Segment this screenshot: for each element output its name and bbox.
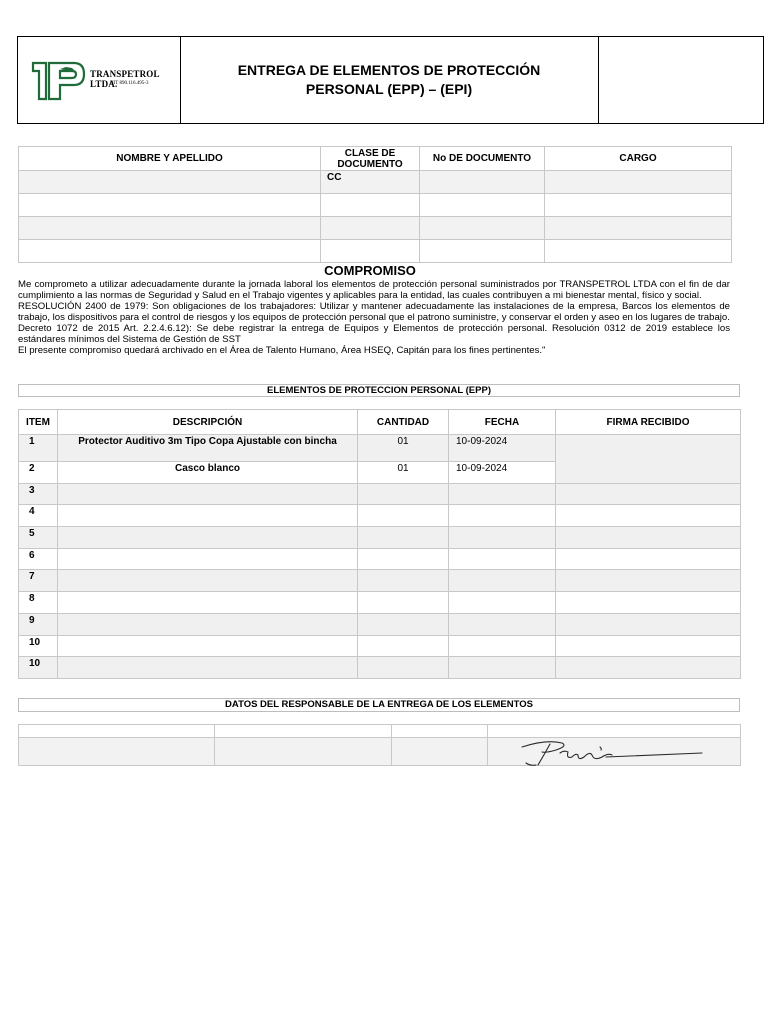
- signature-received-cell[interactable]: [556, 483, 741, 505]
- item-date[interactable]: [449, 527, 556, 549]
- item-quantity[interactable]: [358, 548, 449, 570]
- item-description[interactable]: [58, 548, 358, 570]
- item-date[interactable]: [449, 548, 556, 570]
- document-type-cell[interactable]: [321, 217, 420, 240]
- item-date[interactable]: [449, 592, 556, 614]
- document-number-cell[interactable]: [420, 217, 545, 240]
- transpetrol-logo-icon: [30, 57, 86, 103]
- column-header-quantity: CANTIDAD: [358, 410, 449, 435]
- item-date[interactable]: [449, 613, 556, 635]
- item-quantity[interactable]: 01: [358, 435, 449, 462]
- position-cell[interactable]: [545, 240, 732, 263]
- item-date[interactable]: [449, 570, 556, 592]
- signature-received-cell[interactable]: [556, 613, 741, 635]
- item-number: 10: [19, 635, 58, 657]
- table-row: [19, 548, 741, 570]
- item-quantity[interactable]: [358, 657, 449, 679]
- responsible-cell[interactable]: [392, 725, 488, 738]
- name-cell[interactable]: [19, 194, 321, 217]
- item-description[interactable]: Casco blanco: [58, 462, 358, 484]
- item-description[interactable]: [58, 613, 358, 635]
- table-row: [19, 483, 741, 505]
- table-row: [19, 635, 741, 657]
- logo-company-name: TRANSPETROL LTDA.: [90, 69, 160, 89]
- column-header-document-type: CLASE DE DOCUMENTO: [321, 147, 420, 171]
- table-row: [19, 217, 732, 240]
- epp-items-table: [18, 409, 741, 679]
- item-quantity[interactable]: [358, 527, 449, 549]
- item-date[interactable]: [449, 635, 556, 657]
- document-type-cell[interactable]: CC: [321, 171, 420, 194]
- table-row: [19, 527, 741, 549]
- table-row: [19, 505, 741, 527]
- table-row: [19, 240, 732, 263]
- employee-table: [18, 146, 732, 263]
- handwritten-signature-icon: [516, 735, 706, 769]
- item-quantity[interactable]: [358, 570, 449, 592]
- item-quantity[interactable]: [358, 613, 449, 635]
- signature-received-cell[interactable]: [556, 635, 741, 657]
- position-cell[interactable]: [545, 194, 732, 217]
- item-description[interactable]: [58, 570, 358, 592]
- compromiso-paragraph: Me comprometo a utilizar adecuadamente durante la jornada laboral los elementos de protección personal suministrados por TRANSPETROL LTDA con el fin de dar cumplimiento a las normas de Seguridad y Salud en el Trabajo vigentes y aplicables para la entidad, las cuales contribuyen a mi bienestar mental, físico y social.: [18, 279, 730, 301]
- employee-table-header: [19, 147, 732, 171]
- responsible-cell[interactable]: [19, 725, 215, 738]
- document-code-cell: [558, 37, 763, 123]
- item-description[interactable]: [58, 483, 358, 505]
- document-number-cell[interactable]: [420, 171, 545, 194]
- name-cell[interactable]: [19, 171, 321, 194]
- signature-received-cell[interactable]: [556, 592, 741, 614]
- logo-nit: NIT 890.116.495-3: [110, 81, 149, 86]
- item-description[interactable]: [58, 527, 358, 549]
- signature-received-cell[interactable]: [556, 548, 741, 570]
- table-row: [19, 435, 741, 462]
- document-number-cell[interactable]: [420, 194, 545, 217]
- item-description[interactable]: [58, 657, 358, 679]
- item-date[interactable]: [449, 657, 556, 679]
- item-quantity[interactable]: [358, 483, 449, 505]
- item-number: 1: [19, 435, 58, 462]
- item-number: 8: [19, 592, 58, 614]
- compromiso-text: [18, 279, 730, 356]
- item-number: 2: [19, 462, 58, 484]
- document-type-cell[interactable]: [321, 194, 420, 217]
- column-header-name: NOMBRE Y APELLIDO: [19, 147, 321, 171]
- item-number: 9: [19, 613, 58, 635]
- compromiso-paragraph: RESOLUCIÓN 2400 de 1979: Son obligaciones de los trabajadores: Utilizar y mantener adecuadamente las instalaciones de la empresa, Barcos los elementos de trabajo, los dispositivos para el control de riesgos y los equipos de protección personal que el patrono suministre, y conservar el orden y aseo en los lugares de trabajo.: [18, 301, 730, 323]
- item-number: 7: [19, 570, 58, 592]
- table-row: [19, 194, 732, 217]
- item-quantity[interactable]: 01: [358, 462, 449, 484]
- column-header-date: FECHA: [449, 410, 556, 435]
- item-date[interactable]: [449, 505, 556, 527]
- item-description[interactable]: [58, 592, 358, 614]
- item-quantity[interactable]: [358, 505, 449, 527]
- column-header-document-number: No DE DOCUMENTO: [420, 147, 545, 171]
- responsible-cell[interactable]: [19, 738, 215, 766]
- compromiso-paragraph: El presente compromiso quedará archivado en el Área de Talento Humano, Área HSEQ, Capitán para los fines pertinentes.": [18, 345, 546, 356]
- name-cell[interactable]: [19, 217, 321, 240]
- table-row: [19, 570, 741, 592]
- item-date[interactable]: [449, 483, 556, 505]
- logo-cell: [18, 37, 181, 123]
- position-cell[interactable]: [545, 171, 732, 194]
- table-row: [19, 592, 741, 614]
- position-cell[interactable]: [545, 217, 732, 240]
- responsible-cell[interactable]: [215, 738, 392, 766]
- document-header: [17, 36, 764, 124]
- items-table-header: [19, 410, 741, 435]
- document-type-cell[interactable]: [321, 240, 420, 263]
- table-row: [19, 613, 741, 635]
- signature-received-cell[interactable]: [556, 657, 741, 679]
- signature-received-cell[interactable]: [556, 435, 741, 484]
- item-description[interactable]: [58, 505, 358, 527]
- signature-received-cell[interactable]: [556, 527, 741, 549]
- item-quantity[interactable]: [358, 635, 449, 657]
- item-description[interactable]: Protector Auditivo 3m Tipo Copa Ajustable con bincha: [58, 435, 358, 462]
- name-cell[interactable]: [19, 240, 321, 263]
- epp-section-heading: ELEMENTOS DE PROTECCION PERSONAL (EPP): [18, 384, 740, 397]
- responsible-section-heading: DATOS DEL RESPONSABLE DE LA ENTREGA DE LOS ELEMENTOS: [18, 698, 740, 712]
- signature-received-cell[interactable]: [556, 505, 741, 527]
- column-header-description: DESCRIPCIÓN: [58, 410, 358, 435]
- document-number-cell[interactable]: [420, 240, 545, 263]
- compromiso-paragraph: Decreto 1072 de 2015 Art. 2.2.4.6.12): Se debe registrar la entrega de Equipos y Elementos de protección personal. Resolución 0312 de 2019 establece los estándares mínimos del Sistema de Gestión de SST: [18, 323, 730, 345]
- item-number: 5: [19, 527, 58, 549]
- table-row: [19, 657, 741, 679]
- item-number: 4: [19, 505, 58, 527]
- item-number: 6: [19, 548, 58, 570]
- item-number: 3: [19, 483, 58, 505]
- column-header-signature: FIRMA RECIBIDO: [556, 410, 741, 435]
- item-quantity[interactable]: [358, 592, 449, 614]
- item-number: 10: [19, 657, 58, 679]
- item-description[interactable]: [58, 635, 358, 657]
- item-date[interactable]: 10-09-2024: [449, 462, 556, 484]
- compromiso-title: COMPROMISO: [324, 263, 416, 278]
- column-header-item: ITEM: [19, 410, 58, 435]
- document-title: ENTREGA DE ELEMENTOS DE PROTECCIÓN PERSONAL (EPP) – (EPI): [180, 37, 599, 123]
- table-row: [19, 171, 732, 194]
- column-header-position: CARGO: [545, 147, 732, 171]
- responsible-cell[interactable]: [392, 738, 488, 766]
- responsible-cell[interactable]: [215, 725, 392, 738]
- signature-received-cell[interactable]: [556, 570, 741, 592]
- item-date[interactable]: 10-09-2024: [449, 435, 556, 462]
